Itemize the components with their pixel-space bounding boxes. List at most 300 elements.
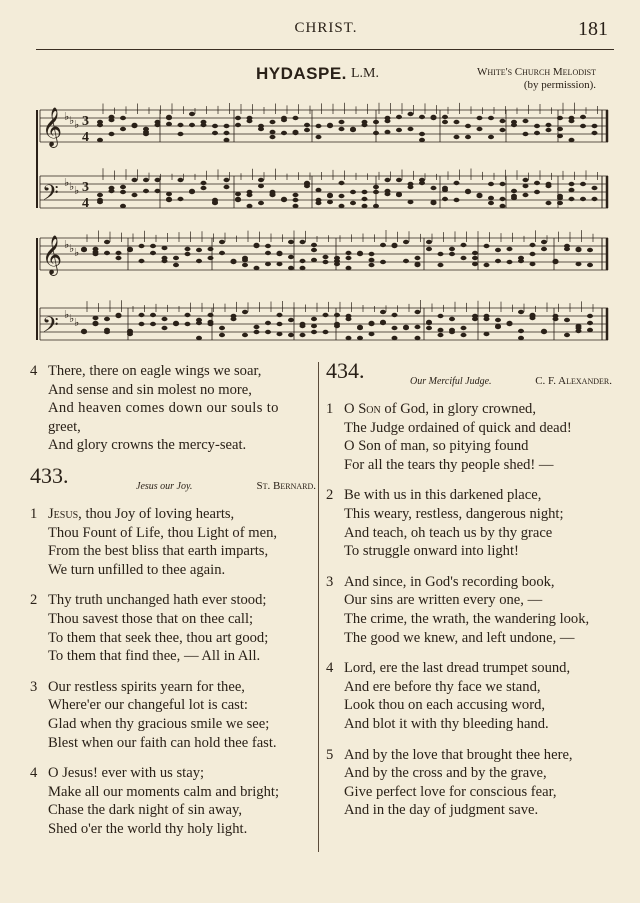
time-signature: 4	[82, 196, 89, 211]
note-head	[373, 120, 379, 124]
note-head	[518, 259, 524, 263]
note-head	[546, 201, 552, 205]
tune-source-line2: (by permission).	[523, 79, 596, 91]
note-head	[304, 128, 310, 132]
note-head	[369, 252, 375, 256]
note-head	[139, 244, 145, 248]
note-head	[293, 130, 299, 134]
tune-name: HYDASPE.	[256, 64, 347, 83]
note-head	[162, 259, 168, 263]
note-head	[419, 181, 425, 185]
note-head	[465, 124, 471, 128]
hymn-433-heading	[30, 462, 316, 497]
note-head	[403, 240, 409, 244]
note-head	[143, 189, 149, 193]
note-head	[431, 186, 437, 190]
verse-line: And heaven comes down our souls to	[48, 400, 279, 417]
note-head	[155, 123, 161, 127]
note-head	[472, 262, 478, 266]
verse	[30, 505, 316, 579]
note-head	[408, 127, 414, 131]
note-head	[454, 181, 460, 185]
note-head	[438, 252, 444, 256]
note-head	[564, 333, 570, 337]
note-head	[408, 200, 414, 204]
note-head	[449, 252, 455, 256]
note-head	[189, 112, 195, 116]
note-head	[231, 259, 237, 263]
note-head	[385, 192, 391, 196]
note-head	[120, 204, 126, 208]
note-head	[426, 320, 432, 324]
note-head	[576, 247, 582, 251]
note-head	[339, 194, 345, 198]
continued-verse	[30, 362, 316, 455]
running-title: CHRIST.	[294, 20, 358, 36]
note-head	[323, 255, 329, 259]
note-head	[442, 188, 448, 192]
note-head	[553, 317, 559, 321]
verse-line: of God, in glory crowned,	[384, 401, 536, 417]
verse	[326, 400, 616, 474]
header-rule	[36, 49, 614, 50]
note-head	[541, 247, 547, 251]
note-head	[242, 310, 248, 314]
note-head	[323, 260, 329, 264]
flat-icon: ♭	[64, 239, 70, 251]
tune-source	[477, 66, 596, 92]
note-head	[357, 251, 363, 255]
note-head	[350, 190, 356, 194]
verse-line: The good we knew, and left undone, —	[344, 629, 575, 646]
flat-icon: ♭	[74, 247, 80, 259]
note-head	[541, 240, 547, 244]
note-head	[300, 266, 306, 270]
note-head	[196, 336, 202, 340]
note-head	[288, 333, 294, 337]
note-head	[419, 115, 425, 119]
note-head	[224, 138, 230, 142]
note-head	[461, 333, 467, 337]
verse-line: We turn unfilled to thee again.	[48, 561, 226, 578]
verse-number: 1	[326, 401, 334, 417]
flat-icon: ♭	[69, 181, 75, 193]
note-head	[288, 255, 294, 259]
hymn-434-verses	[326, 400, 616, 820]
note-head	[369, 263, 375, 267]
hymn-number: 433.	[30, 462, 69, 488]
note-head	[426, 326, 432, 330]
note-head	[415, 262, 421, 266]
note-head	[415, 325, 421, 329]
note-head	[254, 325, 260, 329]
treble-clef-icon: 𝄞	[42, 235, 63, 275]
verse-line: Our restless spirits yearn for thee,	[48, 678, 245, 695]
note-head	[465, 135, 471, 139]
note-head	[300, 259, 306, 263]
note-head	[247, 193, 253, 197]
note-head	[465, 189, 471, 193]
note-head	[373, 190, 379, 194]
note-head	[569, 197, 575, 201]
note-head	[523, 184, 529, 188]
verse-number: 5	[326, 746, 334, 763]
note-head	[265, 330, 271, 334]
note-head	[277, 322, 283, 326]
note-head	[518, 310, 524, 314]
note-head	[495, 318, 501, 322]
note-head	[546, 184, 552, 188]
note-head	[461, 256, 467, 260]
note-head	[488, 135, 494, 139]
note-head	[580, 115, 586, 119]
note-head	[477, 127, 483, 131]
note-head	[426, 247, 432, 251]
note-head	[339, 120, 345, 124]
note-head	[334, 262, 340, 266]
note-head	[109, 118, 115, 122]
note-head	[201, 181, 207, 185]
bass-clef-icon: 𝄢	[42, 313, 59, 343]
note-head	[254, 330, 260, 334]
note-head	[461, 326, 467, 330]
note-head	[116, 313, 122, 317]
note-head	[196, 248, 202, 252]
note-head	[438, 263, 444, 267]
hymn-author: C. F. Alexander.	[535, 375, 612, 387]
verse-line: Thou savest those that on thee call;	[48, 610, 254, 627]
note-head	[534, 181, 540, 185]
note-head	[580, 182, 586, 186]
note-head	[311, 243, 317, 247]
note-head	[155, 189, 161, 193]
verse-line: And in the day of judgment save.	[344, 802, 539, 819]
note-head	[196, 259, 202, 263]
note-head	[557, 134, 563, 138]
note-head	[419, 138, 425, 142]
note-head	[109, 189, 115, 193]
note-head	[311, 258, 317, 262]
note-head	[346, 251, 352, 255]
note-head	[454, 135, 460, 139]
note-head	[224, 124, 230, 128]
hymn-title: Our Merciful Judge.	[410, 376, 492, 387]
note-head	[557, 127, 563, 131]
flat-icon: ♭	[74, 119, 80, 131]
note-head	[270, 135, 276, 139]
note-head	[350, 201, 356, 205]
note-head	[258, 178, 264, 182]
note-head	[316, 201, 322, 205]
verse-line: And glory crowns the mercy-seat.	[48, 437, 247, 454]
note-head	[120, 185, 126, 189]
verse-line: O Son of man, so pitying found	[344, 438, 529, 455]
note-head	[155, 178, 161, 182]
verse-line: For all the tears thy people shed! —	[344, 456, 554, 473]
verse	[326, 746, 616, 820]
note-head	[431, 115, 437, 119]
note-head	[530, 243, 536, 247]
note-head	[415, 310, 421, 314]
note-head	[104, 328, 110, 332]
note-head	[162, 246, 168, 250]
note-head	[357, 325, 363, 329]
note-head	[454, 120, 460, 124]
verse-line: And ere before thy face we stand,	[344, 678, 541, 695]
note-head	[143, 130, 149, 134]
note-head	[281, 197, 287, 201]
note-head	[500, 119, 506, 123]
verse-line: Be with us in this darkened place,	[344, 487, 542, 504]
note-head	[472, 256, 478, 260]
note-head	[247, 119, 253, 123]
note-head	[293, 116, 299, 120]
note-head	[495, 324, 501, 328]
verse-line: To them that find thee, — All in All.	[48, 648, 261, 665]
note-head	[178, 123, 184, 127]
verse-line: Make all our moments calm and bright;	[48, 783, 280, 800]
verse-line: Blest when our faith can hold thee fast.	[48, 734, 277, 751]
note-head	[500, 197, 506, 201]
note-head	[104, 240, 110, 244]
verse-line: There, there on eagle wings we soar,	[48, 363, 262, 379]
note-head	[523, 178, 529, 182]
verse-number: 4	[30, 363, 38, 379]
flat-icon: ♭	[74, 317, 80, 329]
verse-number: 2	[326, 487, 334, 504]
note-head	[380, 310, 386, 314]
note-head	[166, 115, 172, 119]
time-signature: 4	[82, 130, 89, 145]
note-head	[426, 240, 432, 244]
note-head	[231, 317, 237, 321]
note-head	[173, 263, 179, 267]
note-head	[270, 192, 276, 196]
note-head	[461, 243, 467, 247]
note-head	[373, 185, 379, 189]
note-head	[488, 201, 494, 205]
note-head	[576, 262, 582, 266]
note-head	[362, 190, 368, 194]
note-head	[408, 185, 414, 189]
note-head	[265, 244, 271, 248]
note-head	[178, 178, 184, 182]
note-head	[488, 196, 494, 200]
note-head	[438, 333, 444, 337]
note-head	[587, 314, 593, 318]
note-head	[484, 263, 490, 267]
note-head	[327, 123, 333, 127]
note-head	[569, 182, 575, 186]
verse-line: Lord, ere the last dread trumpet sound,	[344, 660, 571, 677]
verse	[30, 764, 316, 838]
note-head	[270, 120, 276, 124]
note-head	[116, 256, 122, 260]
note-head	[189, 123, 195, 127]
note-head	[265, 262, 271, 266]
note-head	[472, 317, 478, 321]
verse-number: 3	[30, 678, 38, 695]
note-head	[116, 251, 122, 255]
note-head	[449, 317, 455, 321]
note-head	[323, 330, 329, 334]
note-head	[339, 127, 345, 131]
note-head	[369, 321, 375, 325]
note-head	[178, 197, 184, 201]
note-head	[587, 263, 593, 267]
note-head	[208, 320, 214, 324]
verse-line: Our sins are written every one, —	[344, 592, 543, 609]
note-head	[438, 314, 444, 318]
note-head	[277, 332, 283, 336]
verse-line: And teach, oh teach us by thy grace	[344, 524, 553, 541]
note-head	[258, 201, 264, 205]
note-head	[224, 178, 230, 182]
note-head	[373, 131, 379, 135]
verse-first-word: O Son	[344, 401, 381, 417]
verse-line: And since, in God's recording book,	[344, 573, 555, 590]
verse-line: The Judge ordained of quick and dead!	[344, 419, 572, 436]
note-head	[293, 193, 299, 197]
flat-icon: ♭	[69, 115, 75, 127]
note-head	[139, 259, 145, 263]
note-head	[132, 178, 138, 182]
note-head	[396, 115, 402, 119]
verse-line: Glad when thy gracious smile we see;	[48, 715, 270, 732]
note-head	[235, 192, 241, 196]
verse-line: From the best bliss that earth imparts,	[48, 543, 269, 560]
note-head	[288, 240, 294, 244]
note-head	[281, 131, 287, 135]
note-head	[569, 138, 575, 142]
note-head	[97, 200, 103, 204]
note-head	[150, 322, 156, 326]
note-head	[534, 131, 540, 135]
note-head	[258, 127, 264, 131]
music-score	[36, 96, 610, 358]
tune-source-line1: White's Church Melodist	[477, 66, 596, 78]
note-head	[587, 321, 593, 325]
note-head	[346, 336, 352, 340]
treble-clef-icon: 𝄞	[42, 107, 63, 147]
note-head	[93, 316, 99, 320]
time-signature: 3	[82, 180, 89, 195]
note-head	[235, 123, 241, 127]
note-head	[327, 200, 333, 204]
note-head	[592, 124, 598, 128]
note-head	[350, 127, 356, 131]
verse	[326, 486, 616, 560]
verse-line: Look thou on each accusing word,	[344, 697, 546, 714]
note-head	[304, 184, 310, 188]
note-head	[219, 240, 225, 244]
note-head	[553, 259, 559, 263]
note-head	[564, 247, 570, 251]
note-head	[415, 336, 421, 340]
note-head	[196, 321, 202, 325]
note-head	[300, 333, 306, 337]
note-head	[408, 112, 414, 116]
note-head	[185, 322, 191, 326]
note-head	[97, 193, 103, 197]
note-head	[564, 318, 570, 322]
note-head	[495, 248, 501, 252]
hymn-433-verses	[30, 505, 316, 839]
verse-number: 2	[30, 592, 38, 609]
note-head	[265, 321, 271, 325]
note-head	[362, 123, 368, 127]
note-head	[385, 178, 391, 182]
note-head	[523, 119, 529, 123]
note-head	[219, 333, 225, 337]
note-head	[403, 259, 409, 263]
note-head	[339, 181, 345, 185]
hymn-434-heading	[326, 358, 616, 392]
note-head	[380, 260, 386, 264]
flat-icon: ♭	[64, 177, 70, 189]
note-head	[362, 204, 368, 208]
hymn-number: 434.	[326, 358, 365, 383]
note-head	[587, 328, 593, 332]
page-header	[36, 18, 616, 42]
note-head	[477, 116, 483, 120]
note-head	[534, 190, 540, 194]
flat-icon: ♭	[64, 111, 70, 123]
note-head	[166, 192, 172, 196]
note-head	[235, 197, 241, 201]
note-head	[189, 189, 195, 193]
note-head	[392, 313, 398, 317]
note-head	[334, 313, 340, 317]
flat-icon: ♭	[64, 309, 70, 321]
note-head	[316, 124, 322, 128]
note-head	[484, 244, 490, 248]
note-head	[415, 256, 421, 260]
verse-line: And blot it with thy bleeding hand.	[344, 715, 549, 732]
note-head	[254, 266, 260, 270]
note-head	[281, 118, 287, 122]
note-head	[484, 332, 490, 336]
note-head	[288, 318, 294, 322]
note-head	[104, 251, 110, 255]
note-head	[235, 116, 241, 120]
note-head	[385, 130, 391, 134]
note-head	[242, 258, 248, 262]
note-head	[139, 313, 145, 317]
note-head	[254, 243, 260, 247]
verse-number: 1	[30, 505, 38, 522]
note-head	[580, 124, 586, 128]
note-head	[97, 123, 103, 127]
note-head	[316, 188, 322, 192]
note-head	[500, 182, 506, 186]
note-head	[500, 128, 506, 132]
verse-line: The crime, the wrath, the wandering look,	[344, 610, 590, 627]
note-head	[173, 321, 179, 325]
note-head	[369, 332, 375, 336]
note-head	[392, 326, 398, 330]
verse-line: greet,	[48, 418, 81, 435]
note-head	[109, 132, 115, 136]
note-head	[541, 329, 547, 333]
note-head	[569, 188, 575, 192]
note-head	[93, 321, 99, 325]
note-head	[507, 247, 513, 251]
note-head	[311, 317, 317, 321]
note-head	[132, 123, 138, 127]
note-head	[373, 204, 379, 208]
note-head	[346, 266, 352, 270]
